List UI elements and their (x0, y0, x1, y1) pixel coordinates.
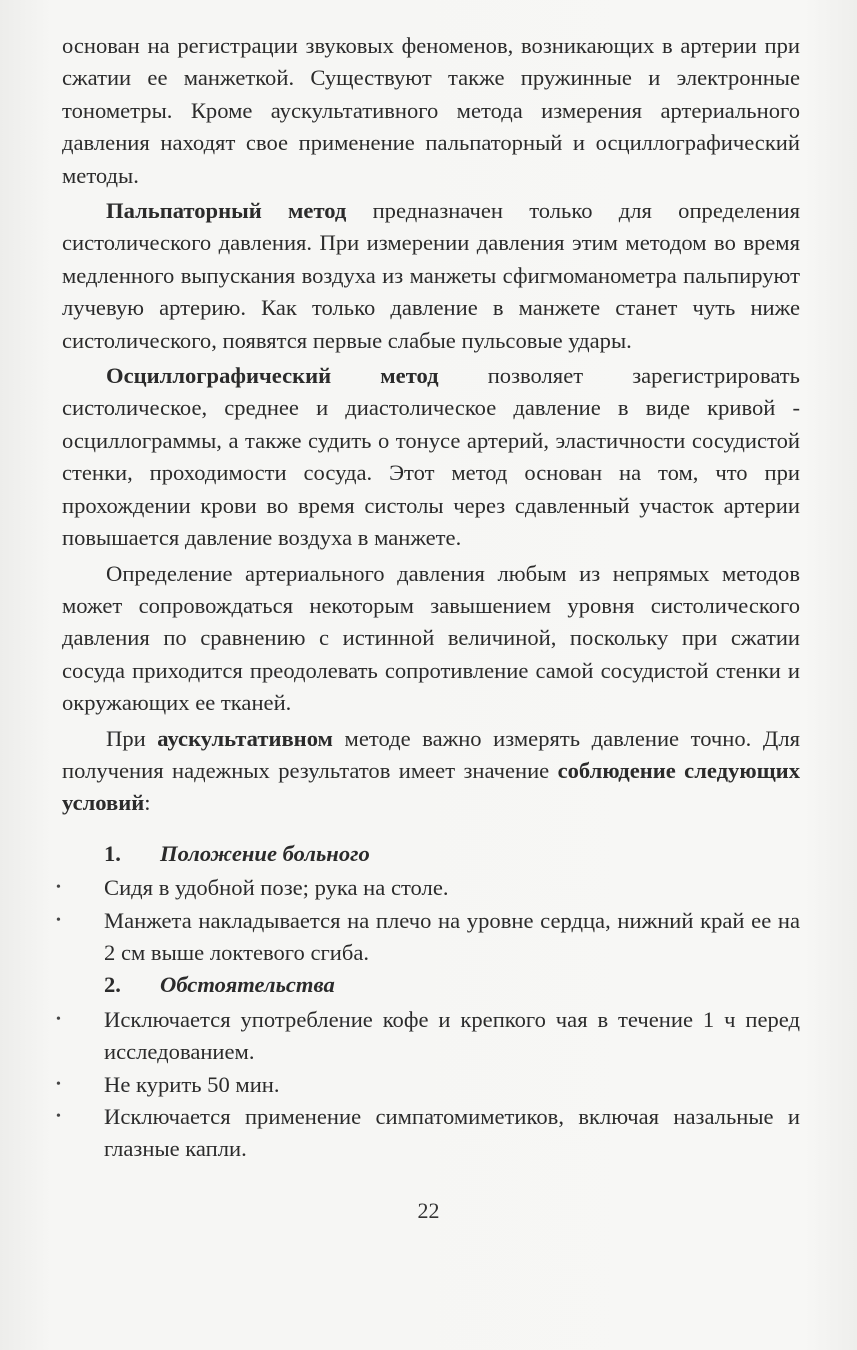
page-body (56, 30, 800, 1166)
list-item (56, 872, 800, 904)
term-auscultatory: аускультативном (157, 725, 333, 751)
bullet-icon: • (56, 1076, 61, 1092)
bullet-icon: • (56, 880, 61, 896)
paragraph-auscultatory-text: методе важно измерять давление точно. Для получения надежных результатов имеет значение (62, 725, 800, 783)
list-item (56, 905, 800, 970)
term-conditions: соблюдение следующих условий (62, 757, 800, 816)
paragraph-palpatory-text: предназначен только для определения систолического давления. При измерении давления этим методом во время медленного выпускания воздуха из манжеты сфигмоманометра пальпируют лучевую артерию. Как только давление в манжете станет чуть ниже систолического, появятся первые слабые пульсовые удары. (62, 198, 800, 353)
condition-title: Положение больного (160, 840, 370, 866)
paragraph-auscultatory-lead: При (106, 725, 158, 751)
condition-heading-circumstances (62, 969, 800, 1001)
list-item-text: Исключается употребление кофе и крепкого чая в течение 1 ч перед исследованием. (104, 1006, 800, 1065)
condition-list-circumstances (56, 1004, 800, 1166)
paragraph-auscultatory-end: : (144, 790, 151, 816)
list-item (56, 1101, 800, 1166)
condition-heading-position (62, 838, 800, 870)
condition-list-position (56, 872, 800, 969)
paragraph-oscillographic (62, 360, 800, 554)
condition-number: 1. (104, 840, 121, 866)
paragraph-auscultatory (62, 723, 800, 820)
paragraph-palpatory (62, 195, 800, 357)
term-palpatory-method: Пальпаторный метод (106, 198, 347, 224)
condition-number: 2. (104, 972, 121, 998)
paragraph-oscillographic-text: позволяет зарегистрировать систолическое, среднее и диастолическое давление в виде кривой - осциллограммы, а также судить о тонусе артерий, эластичности сосудистой стенки, проходимости сосуда. Этот метод основан на том, что при прохождении крови во время систолы через сдавленный участок артерии повышается давление воздуха в манжете. (62, 363, 800, 551)
list-item-text: Манжета накладывается на плечо на уровне сердца, нижний край ее на 2 см выше локтевого сгиба. (104, 907, 800, 965)
paragraph-intro-text: основан на регистрации звуковых феноменов, возникающих в артерии при сжатии ее манжеткой. Существуют также пружинные и электронные тонометры. Кроме аускультативного метода измерения артериального давления находят свое применение пальпаторный и осциллографический методы. (62, 33, 800, 188)
condition-title: Обстоятельства (160, 972, 335, 998)
bullet-icon: • (56, 912, 61, 928)
list-item-text: Не курить 50 мин. (104, 1071, 280, 1097)
paragraph-intro (62, 30, 800, 192)
list-item (56, 1069, 800, 1101)
term-oscillographic-method: Осциллографический метод (106, 363, 439, 389)
bullet-icon: • (56, 1011, 61, 1027)
list-item-text: Исключается применение симпатомиметиков, включая назальные и глазные капли. (104, 1104, 800, 1162)
list-item-text: Сидя в удобной позе; рука на столе. (104, 875, 449, 901)
list-item (56, 1004, 800, 1069)
page-number: 22 (417, 1198, 440, 1223)
paragraph-indirect-methods (62, 558, 800, 720)
bullet-icon: • (56, 1109, 61, 1124)
paragraph-indirect-methods-text: Определение артериального давления любым из непрямых методов может сопровождаться некоторым завышением уровня систолического давления по сравнению с истинной величиной, поскольку при сжатии сосуда приходится преодолевать сопротивление самой сосудистой стенки и окружающих ее тканей. (62, 560, 800, 716)
